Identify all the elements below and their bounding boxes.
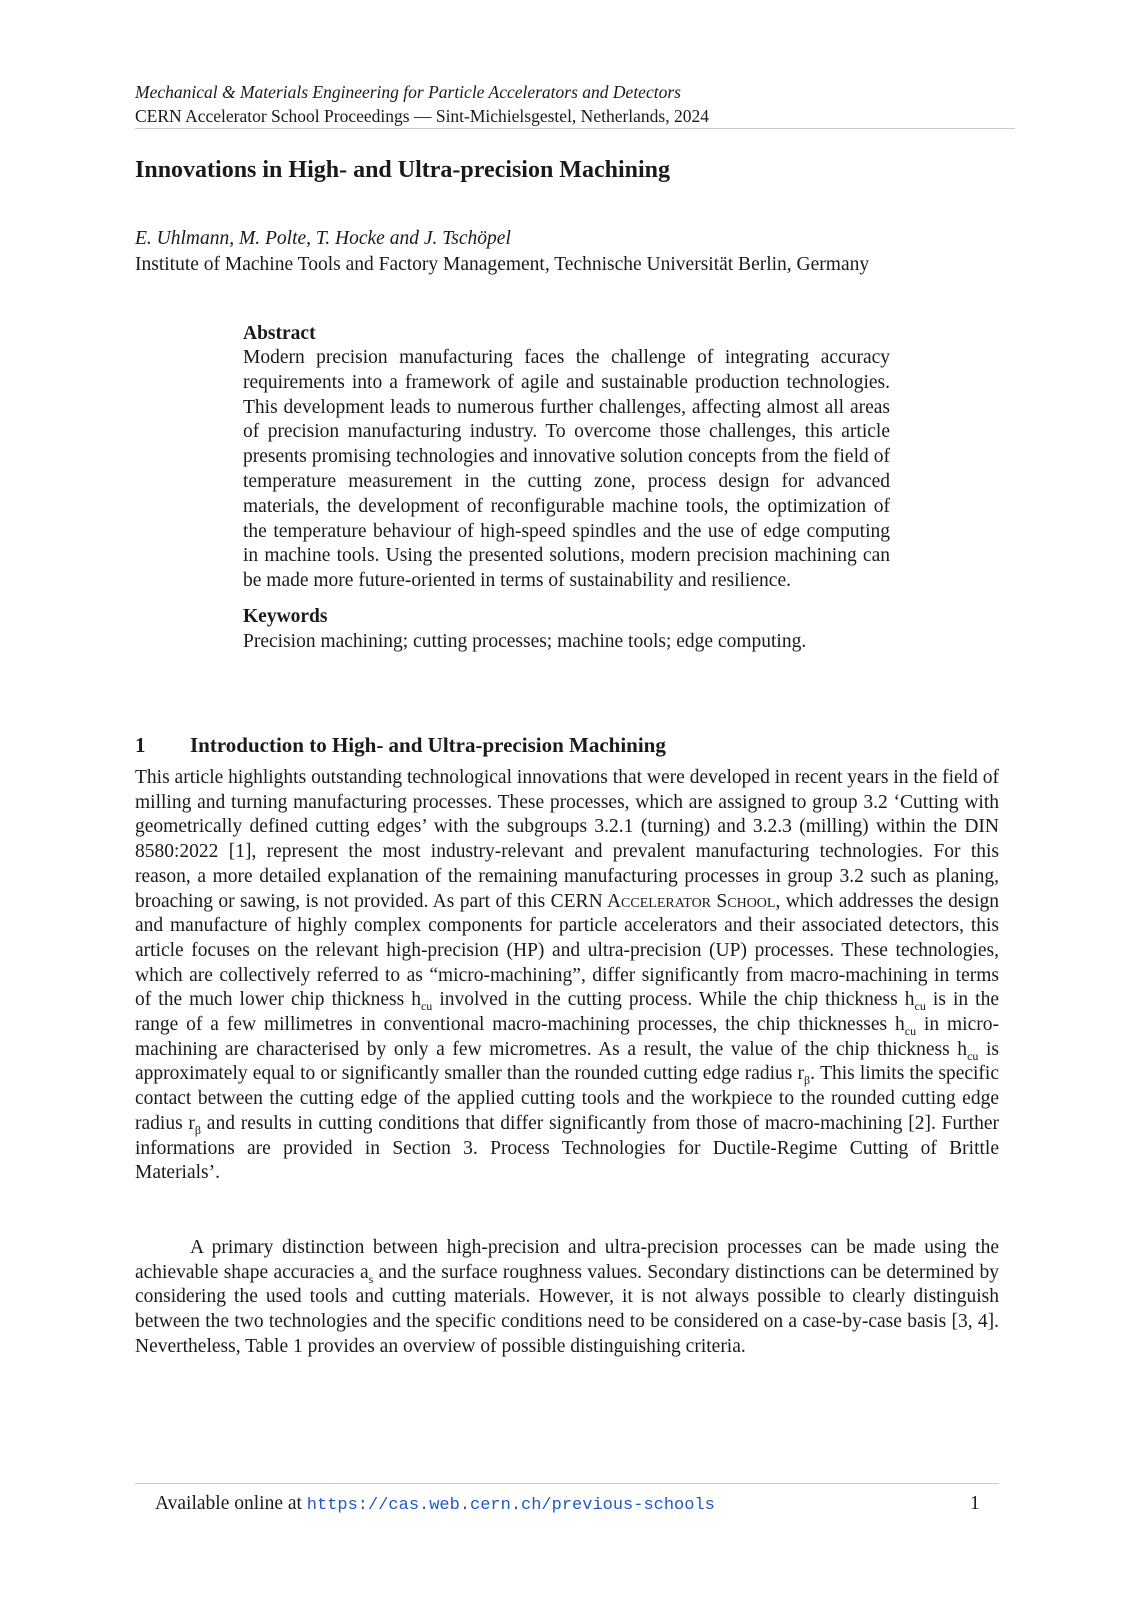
text-run: . This limits the specific contact between the cutting edge of the applied cutting tools and the workpiece to the rounded cutting edge radius r [135,1063,999,1134]
header-divider [135,128,1015,129]
authors: E. Uhlmann, M. Polte, T. Hocke and J. Tschöpel [135,228,511,249]
abstract-heading: Abstract [243,323,316,344]
abstract-text: Modern precision manufacturing faces the challenge of integrating accuracy requirements into a framework of agile and sustainable production technologies. This development leads to numerous further challenges, affecting almost all areas of precision manufacturing industry. To overcome those challenges, this article presents promising technologies and innovative solution concepts from the field of temperature measurement in the cutting zone, process design for advanced materials, the development of reconfigurable machine tools, the optimization of the temperature behaviour of high-speed spindles and the use of edge computing in machine tools. Using the presented solutions, modern precision machining can be made more future-oriented in terms of sustainability and resilience. [243,347,890,592]
subscript: β [194,1122,202,1137]
text-run: A primary distinction between high-precision and ultra-precision processes can be made using the achievable shape accuracies a [135,1237,999,1283]
subscript: β [803,1073,811,1088]
text-run: is in the range of a few millimetres in conventional macro-machining processes, the chip thicknesses h [135,989,999,1036]
footer-link[interactable]: https://cas.web.cern.ch/previous-schools [306,1496,715,1515]
paper-title: Innovations in High- and Ultra-precision Machining [135,157,670,183]
subscript: cu [904,1023,917,1038]
text-run: , which addresses the design and manufacture of highly complex components for particle accelerators and their associated detectors, this article focuses on the relevant high-precision (HP) and ultra-precision (UP) processes. These technologies, which are collectively referred to as “micro-machining”, differ significantly from macro-machining in terms of the much lower chip thickness h [135,890,999,1011]
footer-label: Available online at [155,1493,307,1514]
text-run: is approximately equal to or significantly smaller than the rounded cutting edge radius r [135,1038,999,1085]
keywords-text: Precision machining; cutting processes; machine tools; edge computing. [243,630,807,652]
footer [155,1491,715,1519]
subscript: cu [914,999,926,1014]
section-title: Introduction to High- and Ultra-precision Machining [190,733,666,757]
running-head-proceedings: CERN Accelerator School Proceedings — Sint-Michielsgestel, Netherlands, 2024 [135,106,709,126]
text-run: This article highlights outstanding technological innovations that were developed in recent years in the field of milling and turning manufacturing processes. These processes, which are assigned to group 3.2 ‘Cutting with geometrically defined cutting edges’ with the subgroups 3.2.1 (turning) and 3.2.3 (milling) within the DIN 8580:2022 [1], represent the most industry-relevant and prevalent manufacturing technologies. For this reason, a more detailed explanation of the remaining manufacturing processes in group 3.2 such as planing, broaching or sawing, is not provided. As part of this [135,767,999,912]
abstract-block [243,321,890,654]
school-name: CERN Accelerator School [550,890,776,912]
text-run: and results in cutting conditions that differ significantly from those of macro-machining [2]. Further informations are provided in Section 3. Process Technologies for Ductile-Regime Cutting of Brittle Materials’. [135,1112,999,1184]
affiliation: Institute of Machine Tools and Factory Management, Technische Universität Berlin, Germany [135,254,870,275]
subscript: cu [967,1048,979,1063]
section-number: 1 [135,733,146,757]
subscript: cu [420,999,433,1014]
section-heading [135,731,666,759]
text-run: involved in the cutting process. While the chip thickness h [432,989,915,1011]
text-run: and the surface roughness values. Secondary distinctions can be determined by considering the used tools and cutting materials. However, it is not always possible to clearly distinguish between the two technologies and the specific conditions need to be considered on a case-by-case basis [3, 4]. Nevertheless, Table 1 provides an overview of possible distinguishing criteria. [135,1261,999,1357]
body-paragraph-2 [135,1236,999,1360]
subscript: s [368,1271,374,1286]
running-head-series: Mechanical & Materials Engineering for Particle Accelerators and Detectors [135,82,681,102]
body-paragraph-1 [135,766,999,1186]
running-head [135,80,1015,128]
page-number: 1 [970,1493,980,1514]
keywords-heading: Keywords [243,605,328,627]
text-run: in micro-machining are characterised by only a few micrometres. As a result, the value of the chip thickness h [135,1014,999,1060]
footer-divider [135,1483,999,1484]
